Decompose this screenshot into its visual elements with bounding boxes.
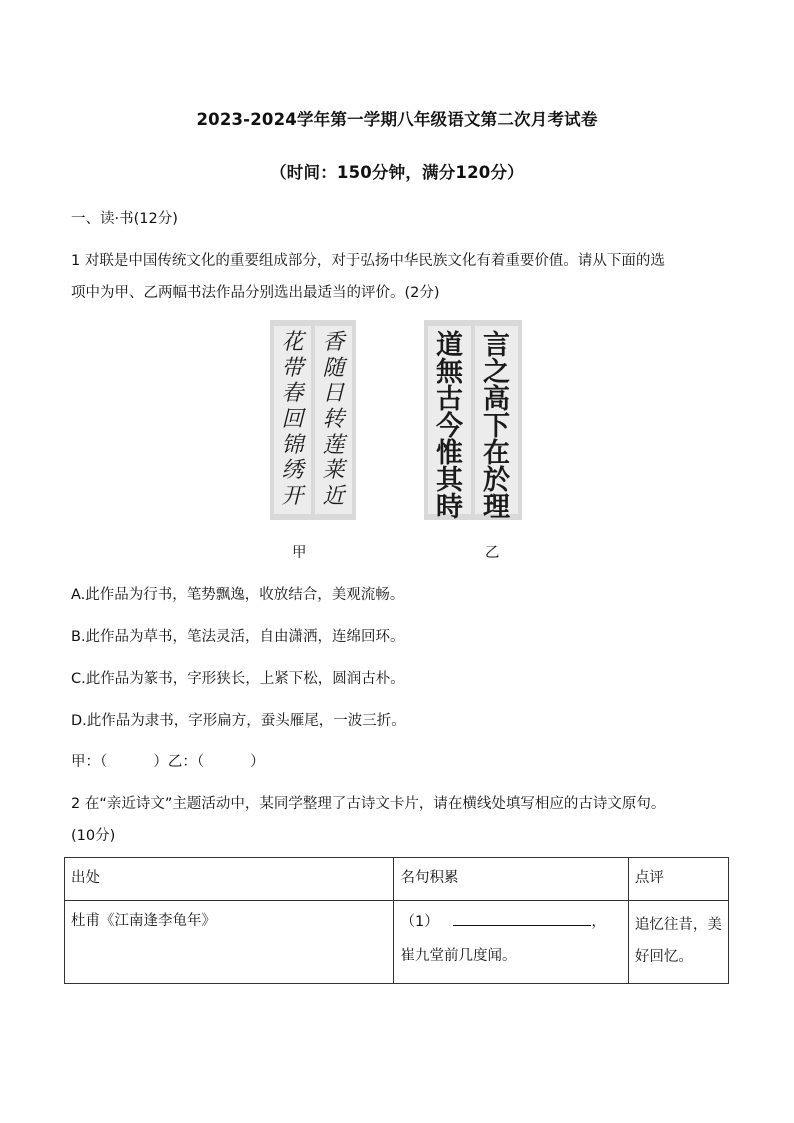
jia-char: 随 [322,355,345,381]
yi-char: 之 [483,357,510,388]
q1-text-line1: 1 对联是中国传统文化的重要组成部分，对于弘扬中华民族文化有着重要价值。请从下面的选 [71,253,665,269]
option-c: C.此作品为篆书，字形狭长，上紧下松，圆润古朴。 [71,671,405,687]
jia-right-column [315,326,352,514]
caption-yi: 乙 [485,545,500,561]
row1-quote-line2: 崔九堂前几度闻。 [400,948,517,964]
jia-char: 花 [281,330,304,355]
yi-char: 下 [483,411,510,442]
row1-quote [394,901,628,984]
option-d: D.此作品为隶书，字形扁方，蚕头雁尾，一波三折。 [71,713,406,729]
answer-blank-1[interactable] [453,911,591,926]
option-b: B.此作品为草书，笔法灵活，自由潇洒，连绵回环。 [71,629,405,645]
table-header-row [65,858,729,901]
poetry-card-table [64,857,729,984]
option-a: A.此作品为行书，笔势飘逸，收放结合，美观流畅。 [71,587,405,603]
yi-char: 高 [483,384,510,415]
row1-comment: 追忆往昔，美好回忆。 [628,901,728,984]
yi-char: 理 [483,492,510,523]
yi-char: 言 [483,330,510,361]
row1-quote-line1 [400,909,621,935]
yi-char: 在 [483,438,510,469]
caption-jia: 甲 [292,545,307,561]
jia-char: 莱 [322,458,345,484]
jia-char: 日 [322,381,345,407]
jia-char: 绣 [281,458,304,484]
jia-char: 回 [281,406,304,432]
jia-char: 转 [322,406,345,432]
yi-char: 時 [436,492,463,523]
yi-char: 於 [483,465,510,496]
yi-char: 惟 [436,438,463,469]
yi-char: 今 [436,411,463,442]
jia-char: 开 [281,483,304,509]
exam-title: 2023-2024学年第一学期八年级语文第二次月考试卷 [196,110,598,129]
row1-source: 杜甫《江南逢李龟年》 [65,901,394,984]
calligraphy-jia-image [270,320,356,520]
jia-char: 春 [281,381,304,407]
yi-char: 其 [436,465,463,496]
blank-number: （1） [400,914,439,930]
jia-char: 带 [281,355,304,381]
jia-char: 近 [322,483,345,509]
jia-char: 香 [322,330,345,355]
section-heading: 一、读·书(12分) [71,211,178,227]
blank-comma: ， [591,914,606,930]
calligraphy-yi-image [424,320,522,523]
q2-text-line1: 2 在“亲近诗文”主题活动中，某同学整理了古诗文卡片，请在横线处填写相应的古诗文原句。 [71,796,666,812]
q1-text-line2: 项中为甲、乙两幅书法作品分别选出最适当的评价。(2分) [71,285,440,301]
table-row [65,901,729,984]
yi-left-column [428,326,471,523]
exam-subtitle: （时间：150分钟，满分120分） [270,163,524,182]
q1-answer-line: 甲：（ ）乙：（ ） [71,754,265,770]
yi-char: 古 [436,384,463,415]
yi-char: 無 [436,357,463,388]
yi-right-column [475,326,518,523]
jia-char: 莲 [322,432,345,458]
header-comment: 点评 [628,858,728,901]
header-quote: 名句积累 [394,858,628,901]
jia-left-column [274,326,311,514]
q2-text-line2: (10分) [71,828,116,844]
header-source: 出处 [65,858,394,901]
yi-char: 道 [436,330,463,361]
jia-char: 锦 [281,432,304,458]
